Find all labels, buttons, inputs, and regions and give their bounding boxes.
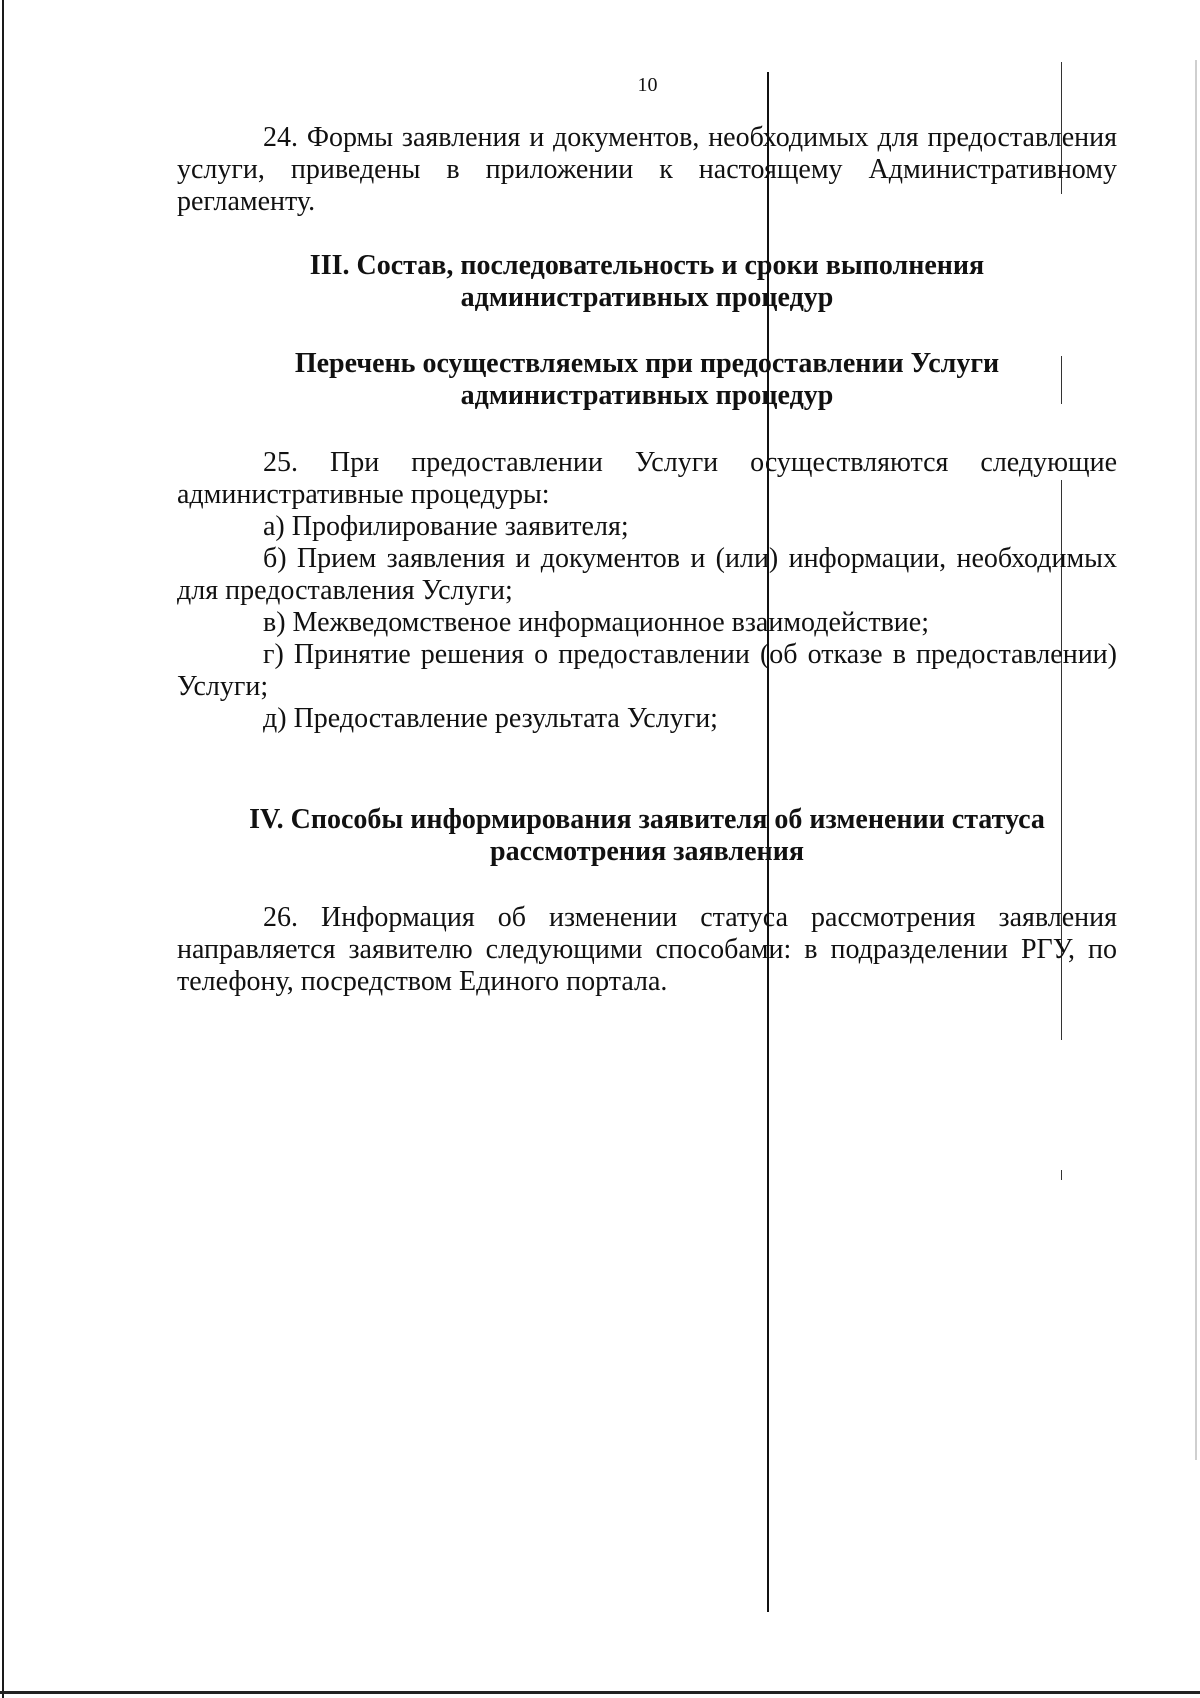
paragraph-text: 24. Формы заявления и документов, необходимых для предоставления услуги, приведены в приложении к настоящему Административному регламенту. xyxy=(177,122,1117,217)
heading-line: административных процедур xyxy=(460,282,834,313)
heading-line: рассмотрения заявления xyxy=(490,836,804,867)
scan-edge-bottom xyxy=(0,1691,1200,1694)
section-heading-4 xyxy=(177,804,1117,868)
paragraph-text: 25. При предоставлении Услуги осуществляются следующие административные процедуры: xyxy=(177,447,1117,510)
paragraph-24 xyxy=(177,122,1117,218)
scan-edge-left xyxy=(2,0,4,1698)
subsection-heading xyxy=(177,348,1117,412)
paragraph-26 xyxy=(177,902,1117,998)
list-item: в) Межведомственое информационное взаимодействие; xyxy=(263,607,929,638)
scan-edge-right xyxy=(1195,60,1197,1460)
list-item: а) Профилирование заявителя; xyxy=(263,511,629,542)
list-item: г) Принятие решения о предоставлении (об отказе в предоставлении) Услуги; xyxy=(177,639,1117,702)
section-heading-3 xyxy=(177,250,1117,314)
list-item: д) Предоставление результата Услуги; xyxy=(263,703,718,734)
paragraph-25 xyxy=(177,447,1117,735)
list-item: б) Прием заявления и документов и (или) информации, необходимых для предоставления Услуги; xyxy=(177,543,1117,606)
heading-line: IV. Способы информирования заявителя об изменении статуса xyxy=(249,804,1045,835)
scan-artifact-line xyxy=(1061,1170,1062,1180)
page-number: 10 xyxy=(637,74,658,96)
paragraph-text: 26. Информация об изменении статуса рассмотрения заявления направляется заявителю следующими способами: в подразделении РГУ, по телефону, посредством Единого портала. xyxy=(177,902,1117,997)
heading-line: III. Состав, последовательность и сроки выполнения xyxy=(309,250,985,281)
heading-line: административных процедур xyxy=(460,380,834,411)
heading-line: Перечень осуществляемых при предоставлении Услуги xyxy=(294,348,1000,379)
